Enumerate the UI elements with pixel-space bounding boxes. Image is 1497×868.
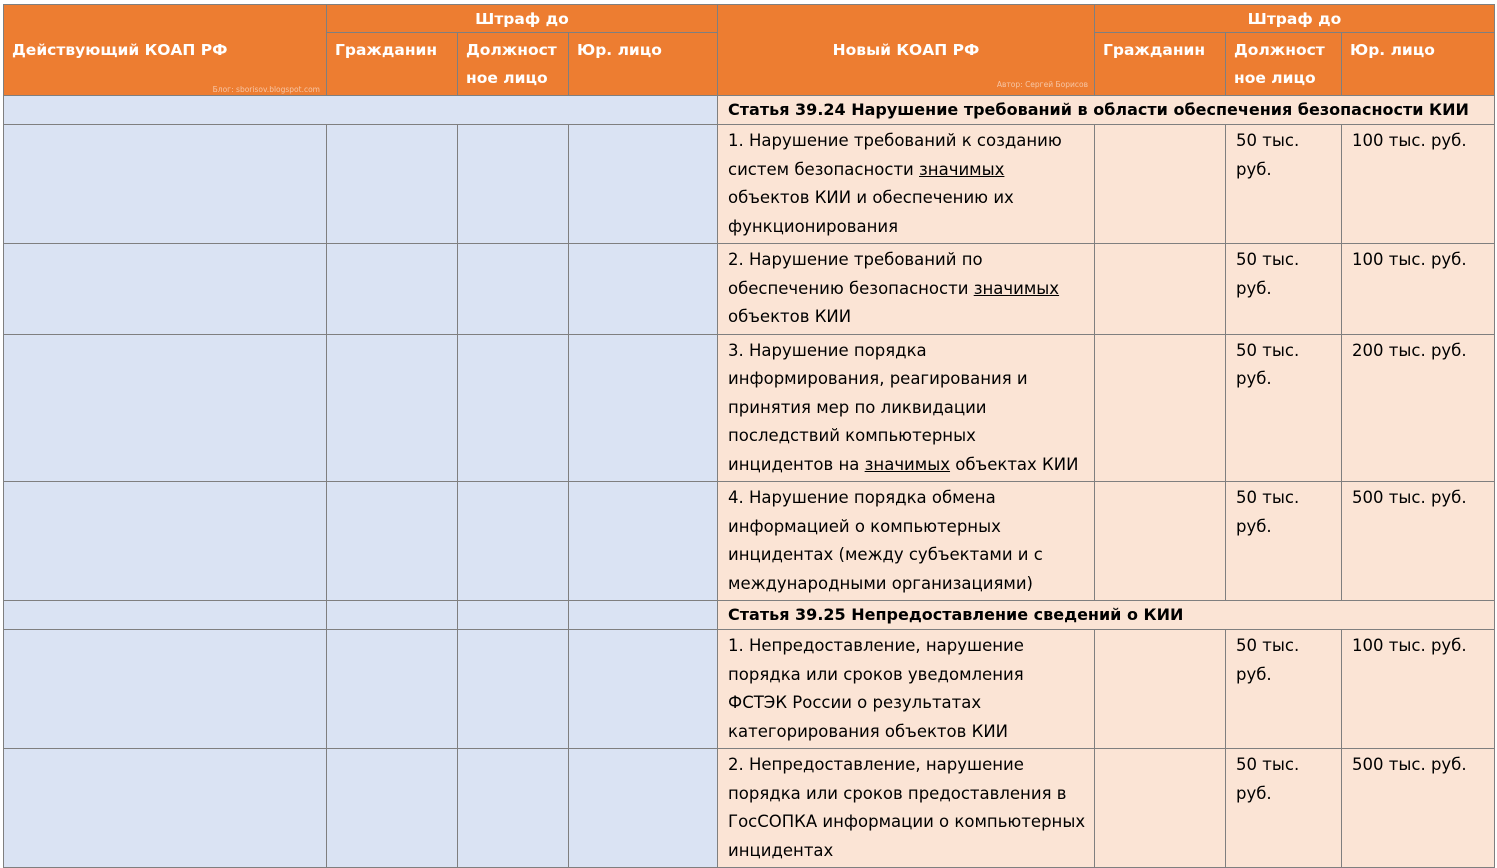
- current-citizen-cell: [327, 749, 458, 868]
- fine-header-right: Штраф до: [1095, 5, 1495, 33]
- violation-text: 3. Нарушение порядка информирования, реагирования и принятия мер по ликвидации последствий компьютерных инцидентов на: [728, 340, 1028, 474]
- legal-fine-cell: 200 тыс. руб.: [1342, 334, 1495, 482]
- violation-text-rest: объектах КИИ: [950, 454, 1079, 474]
- section-row: [4, 96, 1495, 125]
- official-fine-cell: 50 тыс. руб.: [1226, 630, 1342, 749]
- table-row: [4, 125, 1495, 244]
- significant-underline: значимых: [973, 278, 1060, 298]
- official-fine-cell: 50 тыс. руб.: [1226, 334, 1342, 482]
- current-article-cell: [4, 334, 327, 482]
- current-official-cell: [458, 749, 569, 868]
- current-official-cell: [458, 125, 569, 244]
- significant-underline: значимых: [919, 159, 1005, 179]
- current-legal-cell: [569, 244, 718, 335]
- official-fine-cell: 50 тыс. руб.: [1226, 749, 1342, 868]
- legal-fine-cell: 100 тыс. руб.: [1342, 125, 1495, 244]
- legal-header-right: Юр. лицо: [1342, 33, 1495, 96]
- section-title: Статья 39.25 Непредоставление сведений о КИИ: [718, 601, 1495, 630]
- official-fine-cell: 50 тыс. руб.: [1226, 244, 1342, 335]
- citizen-fine-cell: [1095, 125, 1226, 244]
- official-header-right: Должностное лицо: [1226, 33, 1342, 96]
- table-row: [4, 244, 1495, 335]
- current-article-cell: [4, 125, 327, 244]
- violation-cell: [718, 244, 1095, 335]
- legal-fine-cell: 100 тыс. руб.: [1342, 630, 1495, 749]
- violation-text-rest: объектов КИИ: [728, 307, 852, 326]
- current-article-cell: [4, 482, 327, 601]
- violation-cell: [718, 630, 1095, 749]
- citizen-fine-cell: [1095, 244, 1226, 335]
- violation-cell: [718, 125, 1095, 244]
- current-citizen-cell: [327, 334, 458, 482]
- new-koap-header: [718, 5, 1095, 96]
- citizen-fine-cell: [1095, 630, 1226, 749]
- table-row: [4, 482, 1495, 601]
- current-legal-cell: [569, 749, 718, 868]
- current-legal-cell: [569, 630, 718, 749]
- current-legal-cell: [569, 482, 718, 601]
- current-legal-cell: [569, 125, 718, 244]
- section-left-empty: [458, 601, 569, 630]
- section-title: Статья 39.24 Нарушение требований в области обеспечения безопасности КИИ: [718, 96, 1495, 125]
- current-official-cell: [458, 630, 569, 749]
- current-koap-header: [4, 5, 327, 96]
- citizen-header-left: Гражданин: [327, 33, 458, 96]
- official-fine-cell: 50 тыс. руб.: [1226, 482, 1342, 601]
- new-koap-label: Новый КОАП РФ: [832, 41, 980, 59]
- legal-header-left: Юр. лицо: [569, 33, 718, 96]
- significant-underline: значимых: [864, 454, 951, 474]
- section-left-empty: [569, 601, 718, 630]
- fine-header-left: Штраф до: [327, 5, 718, 33]
- violation-cell: [718, 749, 1095, 868]
- violation-text: 2. Непредоставление, нарушение порядка или сроков предоставления в ГосСОПКА информации о компьютерных инцидентах: [728, 755, 1086, 860]
- citizen-header-right: Гражданин: [1095, 33, 1226, 96]
- section-left-empty: [4, 601, 327, 630]
- table-row: [4, 630, 1495, 749]
- violation-cell: [718, 334, 1095, 482]
- citizen-fine-cell: [1095, 749, 1226, 868]
- violation-text: 4. Нарушение порядка обмена информацией о компьютерных инцидентах (между субъектами и с международными организациями): [728, 488, 1043, 593]
- current-article-cell: [4, 630, 327, 749]
- section-row: [4, 601, 1495, 630]
- author-credit: Автор: Сергей Борисов: [996, 80, 1088, 89]
- current-official-cell: [458, 244, 569, 335]
- current-legal-cell: [569, 334, 718, 482]
- section-left-empty: [327, 601, 458, 630]
- violation-text-rest: объектов КИИ и обеспечению их функционирования: [728, 188, 1014, 236]
- current-citizen-cell: [327, 482, 458, 601]
- violation-text: 1. Нарушение требований к созданию систем безопасности: [728, 131, 1062, 179]
- official-fine-cell: 50 тыс. руб.: [1226, 125, 1342, 244]
- current-official-cell: [458, 334, 569, 482]
- citizen-fine-cell: [1095, 482, 1226, 601]
- current-article-cell: [4, 244, 327, 335]
- violation-text: 2. Нарушение требований по обеспечению безопасности: [728, 250, 983, 298]
- table-row: [4, 334, 1495, 482]
- current-citizen-cell: [327, 125, 458, 244]
- legal-fine-cell: 500 тыс. руб.: [1342, 482, 1495, 601]
- current-article-cell: [4, 749, 327, 868]
- citizen-fine-cell: [1095, 334, 1226, 482]
- current-official-cell: [458, 482, 569, 601]
- koap-comparison-table: [3, 4, 1495, 868]
- violation-cell: [718, 482, 1095, 601]
- current-koap-label: Действующий КОАП РФ: [12, 41, 228, 59]
- violation-text: 1. Непредоставление, нарушение порядка или сроков уведомления ФСТЭК России о результатах категорирования объектов КИИ: [728, 636, 1024, 741]
- current-citizen-cell: [327, 244, 458, 335]
- section-left-empty: [4, 96, 718, 125]
- blog-credit: Блог: sborisov.blogspot.com: [212, 85, 320, 94]
- official-header-left: Должностное лицо: [458, 33, 569, 96]
- legal-fine-cell: 100 тыс. руб.: [1342, 244, 1495, 335]
- legal-fine-cell: 500 тыс. руб.: [1342, 749, 1495, 868]
- current-citizen-cell: [327, 630, 458, 749]
- table-row: [4, 749, 1495, 868]
